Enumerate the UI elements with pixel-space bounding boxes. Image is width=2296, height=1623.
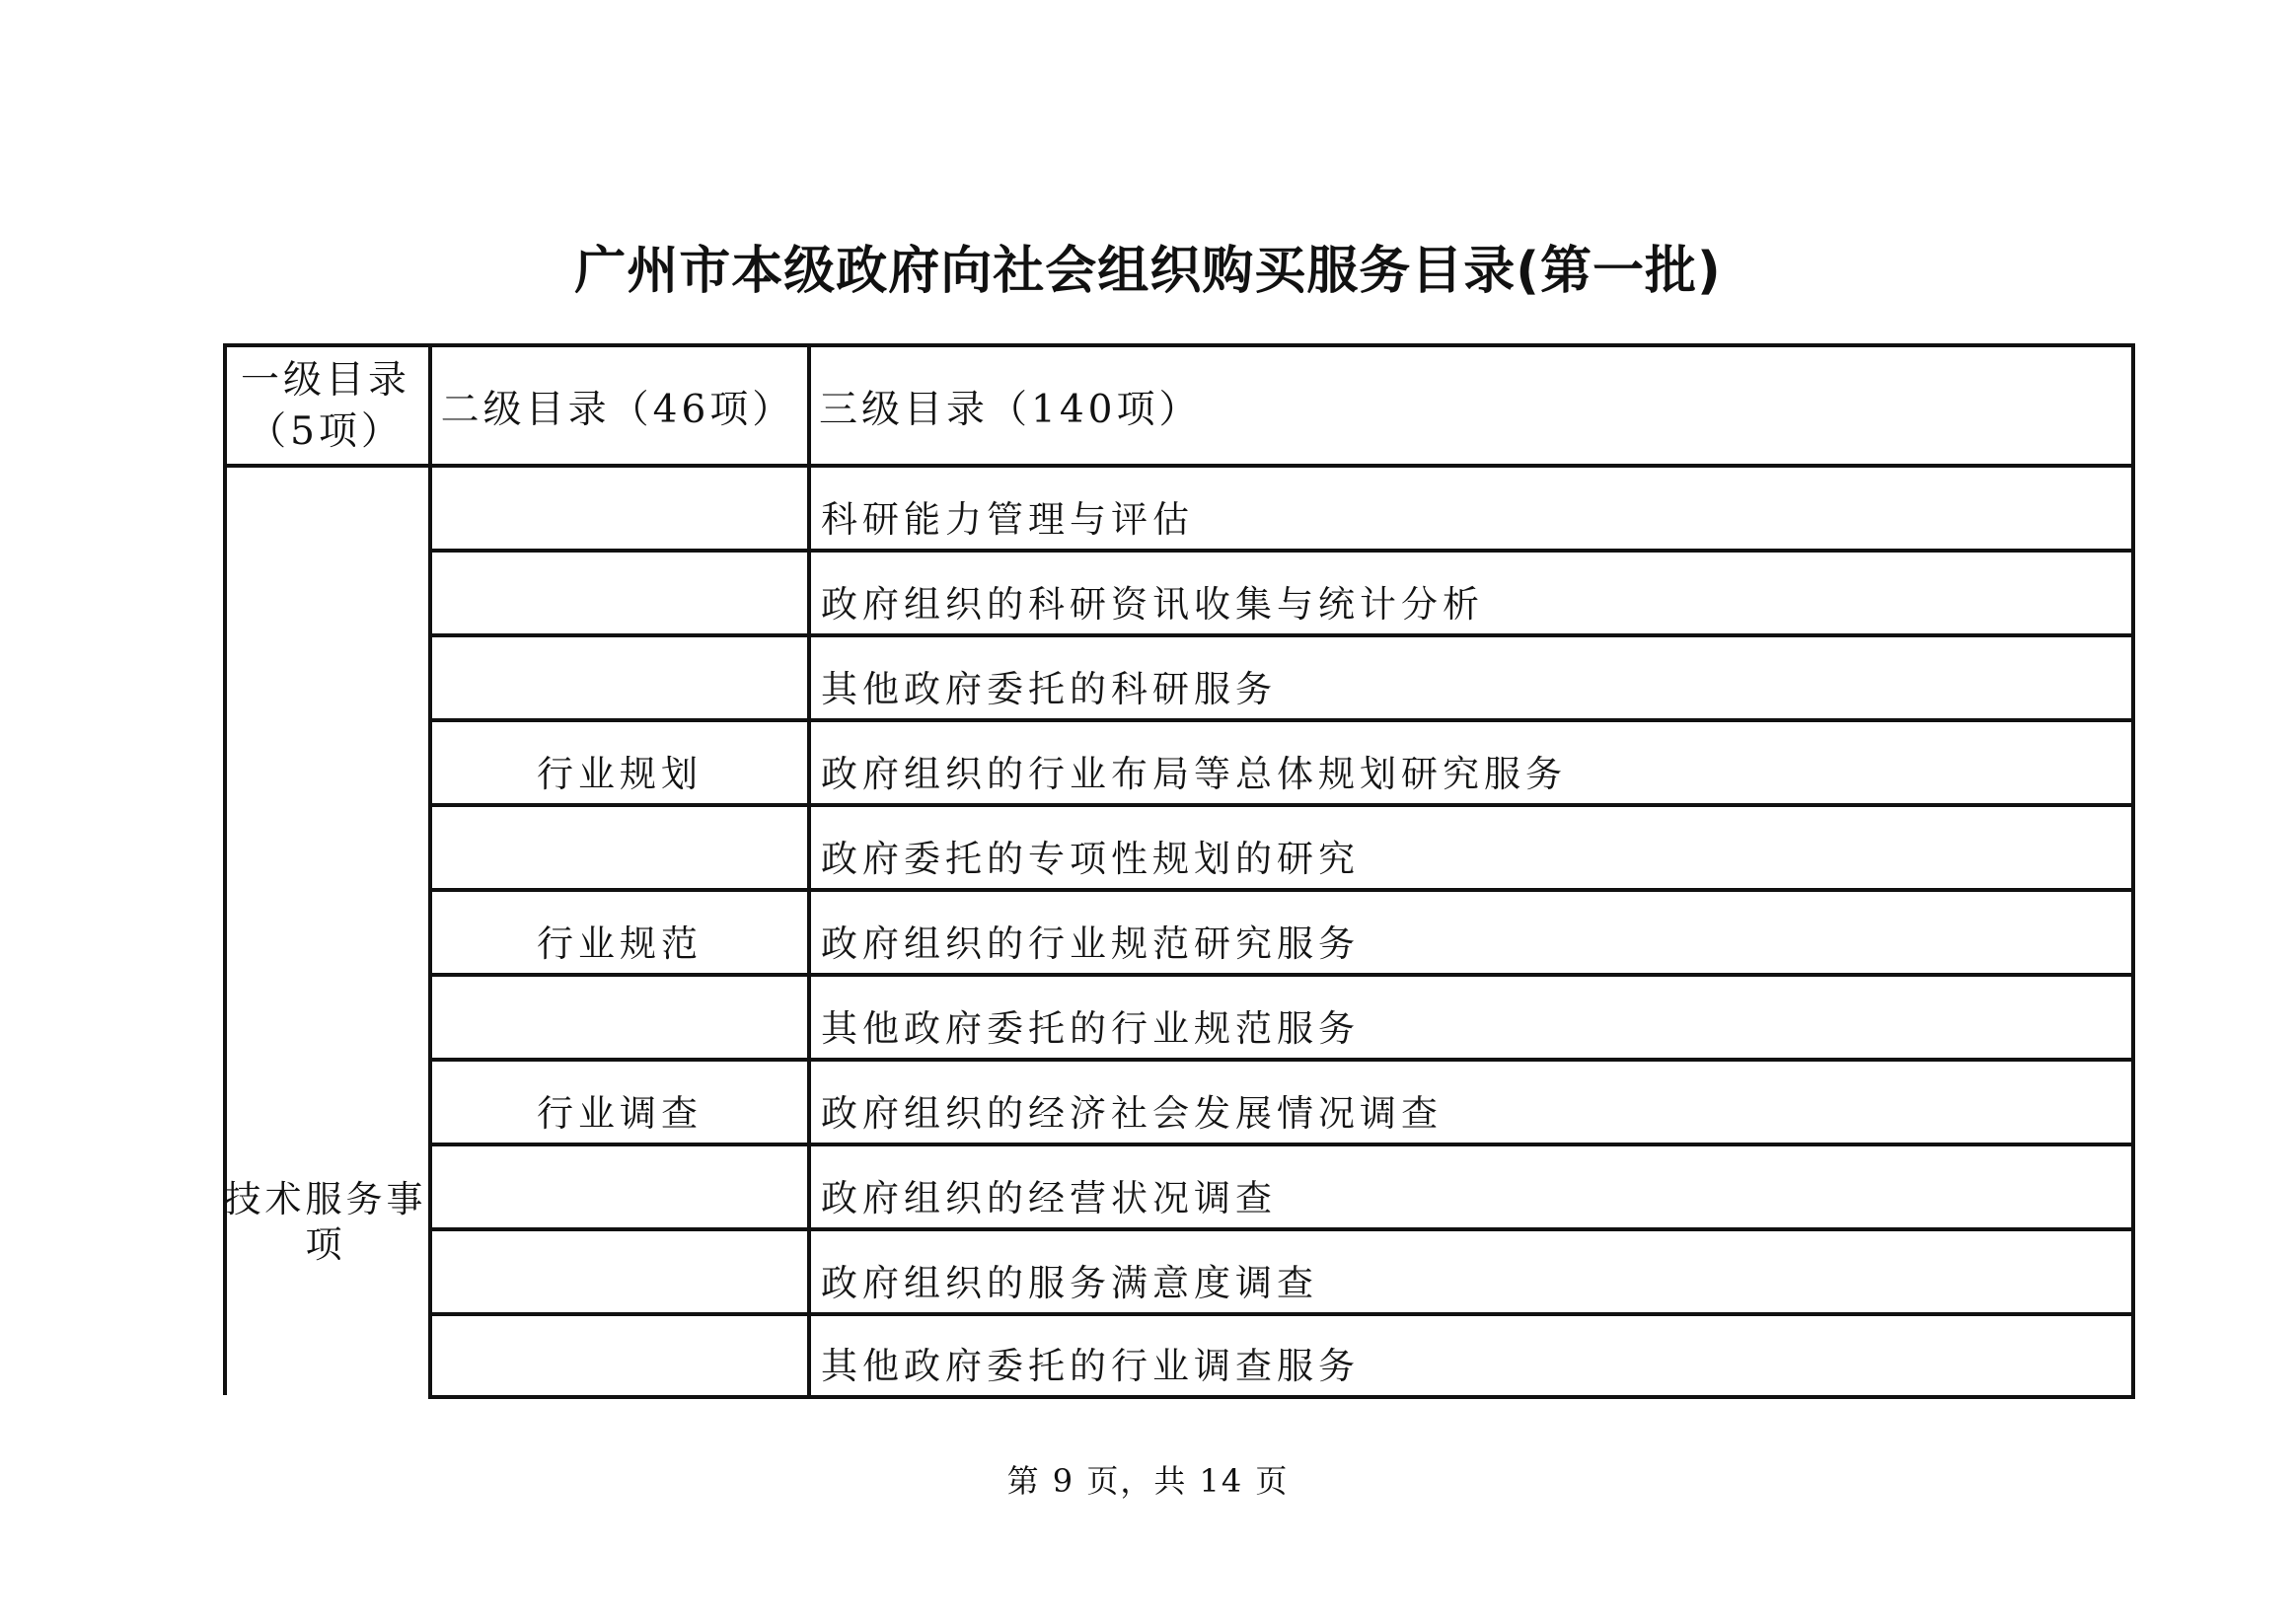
header-bottom-border: [223, 464, 2135, 468]
level3-cell: 科研能力管理与评估: [821, 498, 1194, 541]
row-divider: [428, 1227, 2135, 1231]
row-divider: [428, 633, 2135, 637]
level1-category-line1: 技术服务事: [224, 1178, 427, 1220]
header-level2: 二级目录（46项）: [440, 388, 795, 432]
level3-cell: 其他政府委托的行业调查服务: [821, 1345, 1360, 1387]
level3-cell: 其他政府委托的行业规范服务: [821, 1007, 1360, 1050]
row-divider: [428, 718, 2135, 722]
level3-cell: 政府委托的专项性规划的研究: [821, 838, 1360, 880]
level3-cell: 政府组织的服务满意度调查: [821, 1262, 1318, 1304]
header-level3: 三级目录（140项）: [819, 388, 1202, 432]
row-divider: [428, 973, 2135, 977]
row-divider: [428, 1058, 2135, 1062]
table-top-border: [223, 343, 2135, 347]
row-divider: [428, 1395, 2135, 1399]
row-divider: [428, 1312, 2135, 1316]
row-divider: [428, 888, 2135, 892]
row-divider: [428, 549, 2135, 553]
level3-cell: 其他政府委托的科研服务: [821, 668, 1277, 710]
level2-cell: 行业规划: [537, 753, 703, 795]
level2-cell: 行业规范: [537, 922, 703, 965]
header-level1: [223, 355, 428, 458]
level1-category: [223, 1177, 428, 1268]
col1-divider: [428, 343, 432, 1395]
level3-cell: 政府组织的行业规范研究服务: [821, 922, 1360, 965]
row-divider: [428, 803, 2135, 807]
level2-cell: 行业调查: [537, 1092, 703, 1135]
row-divider: [428, 1143, 2135, 1146]
level3-cell: 政府组织的科研资讯收集与统计分析: [821, 583, 1484, 626]
level3-cell: 政府组织的经营状况调查: [821, 1177, 1277, 1219]
level3-cell: 政府组织的经济社会发展情况调查: [821, 1092, 1443, 1135]
level1-category-line2: 项: [305, 1223, 346, 1266]
header-level1-line2: （5项）: [248, 409, 404, 454]
level3-cell: 政府组织的行业布局等总体规划研究服务: [821, 753, 1567, 795]
col2-divider: [807, 343, 811, 1395]
page-footer: 第 9 页，共 14 页: [1006, 1462, 1290, 1500]
header-level1-line1: 一级目录: [240, 358, 410, 403]
catalog-table: [223, 343, 2135, 1395]
table-right-border: [2131, 343, 2135, 1395]
page-title: 广州市本级政府向社会组织购买服务目录(第一批): [574, 242, 1722, 301]
